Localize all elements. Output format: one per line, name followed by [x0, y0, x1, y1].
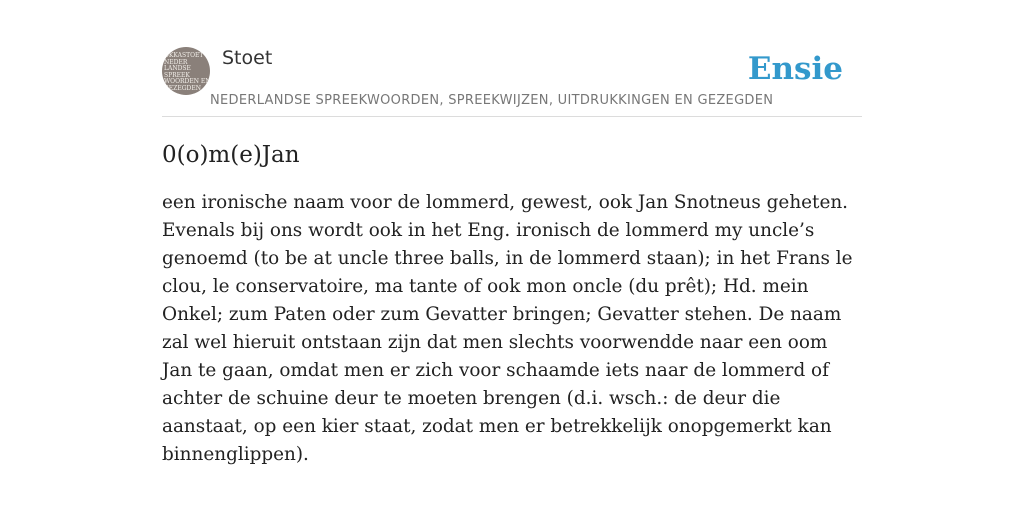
source-subtitle: NEDERLANDSE SPREEKWOORDEN, SPREEKWIJZEN, UITDRUKKINGEN EN GEZEGDEN — [210, 93, 774, 108]
entry-definition: een ironische naam voor de lommerd, gewest, ook Jan Snotneus geheten. Evenals bij ons wordt ook in het Eng. ironisch de lommerd my uncle’s genoemd (to be at uncle three balls, in de lommerd staan); in het Frans le clou, le conservatoire, ma tante of ook mon oncle (du prêt); Hd. mein Onkel; zum Paten oder zum Gevatter bringen; Gevatter stehen. De naam zal wel hieruit ontstaan zijn dat men slechts voorwendde naar een oom Jan te gaan, omdat men er zich voor schaamde iets naar de lommerd of achter de schuine deur te moeten brengen (d.i. wsch.: de deur die aanstaat, op een kier staat, zodat men er betrekkelijk onopgemerkt kan binnenglippen). — [162, 192, 853, 465]
brand-logo[interactable]: Ensie — [747, 51, 843, 87]
entry-card — [162, 40, 862, 469]
entry-header — [162, 40, 862, 117]
entry-title: 0(o)m(e)Jan — [162, 142, 300, 168]
author-avatar[interactable] — [162, 47, 210, 95]
author-name[interactable]: Stoet — [222, 47, 273, 69]
avatar-logo-text: OKKASTOET NEDER LANDSE SPREEK WOORDEN EN GEZEGDEN — [164, 52, 210, 92]
